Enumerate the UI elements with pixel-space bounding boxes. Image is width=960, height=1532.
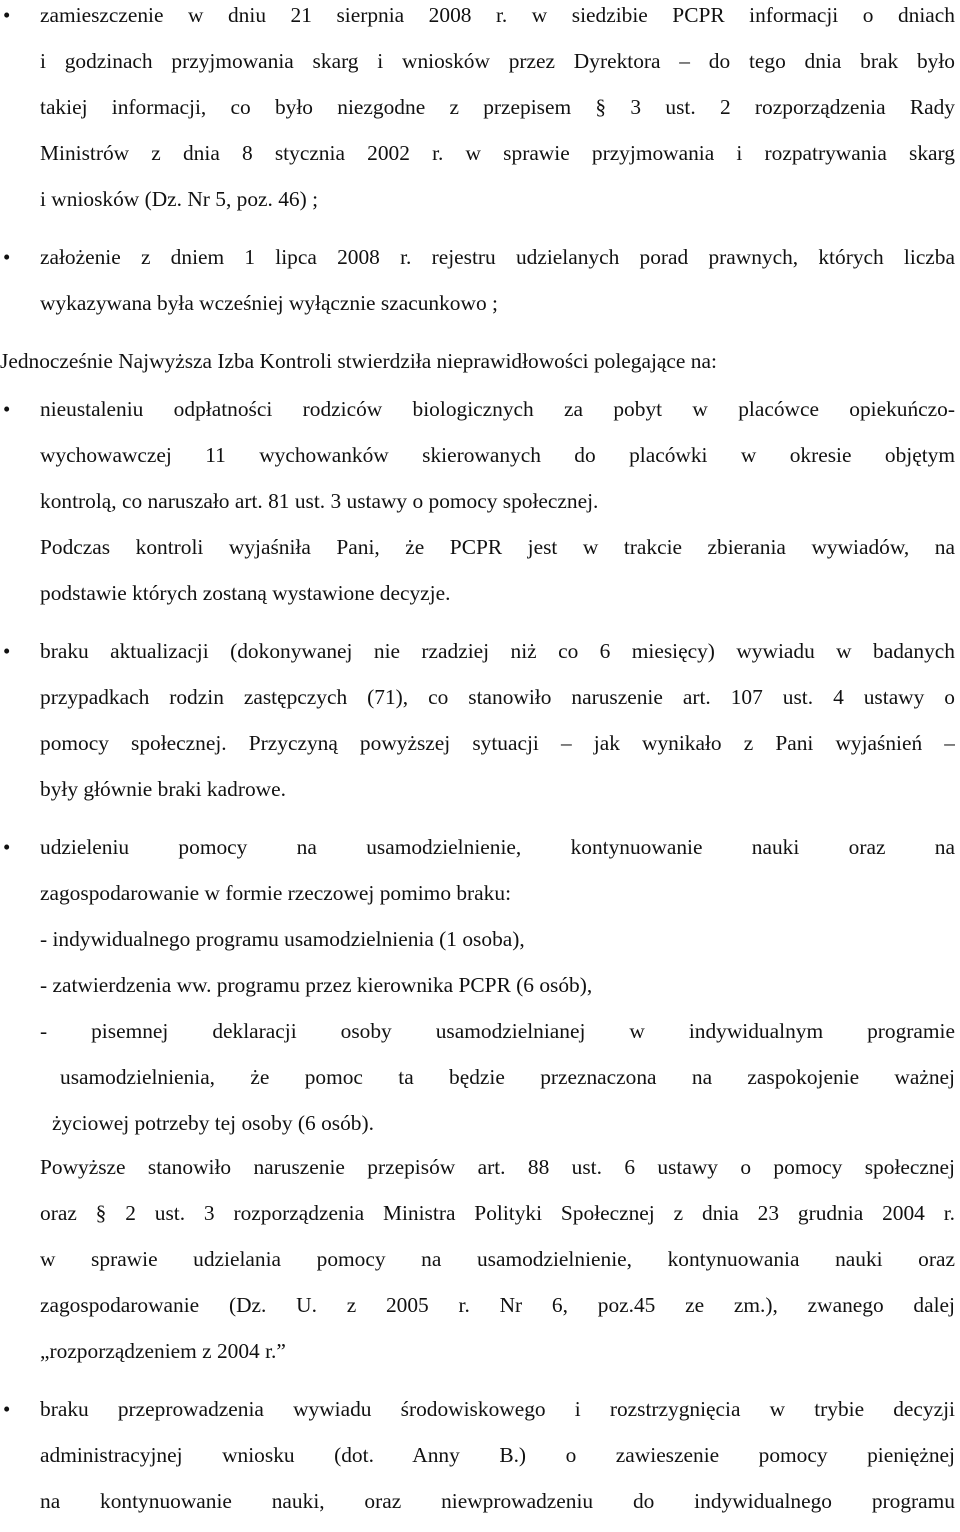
- line-text: takiej informacji, co było niezgodne z przepisem § 3 ust. 2 rozporządzenia Rady: [40, 95, 955, 119]
- line-text: zagospodarowanie (Dz. U. z 2005 r. Nr 6, poz.45 ze zm.), zwanego dalej: [40, 1293, 955, 1317]
- line-text: udzieleniu pomocy na usamodzielnienie, kontynuowanie nauki oraz na: [40, 835, 955, 859]
- line-text: Podczas kontroli wyjaśniła Pani, że PCPR jest w trakcie zbierania wywiadów, na: [40, 535, 955, 559]
- line-text: braku aktualizacji (dokonywanej nie rzadziej niż co 6 miesięcy) wywiadu w badanych: [40, 639, 955, 663]
- line-text: Powyższe stanowiło naruszenie przepisów art. 88 ust. 6 ustawy o pomocy społecznej: [40, 1155, 955, 1179]
- line-text: administracyjnej wniosku (dot. Anny B.) o zawieszenie pomocy pieniężnej: [40, 1443, 955, 1467]
- paragraph-line: [0, 288, 960, 334]
- paragraph-line: [0, 1062, 960, 1108]
- line-text: kontrolą, co naruszało art. 81 ust. 3 ustawy o pomocy społecznej.: [40, 489, 599, 513]
- paragraph-line: [0, 1108, 960, 1154]
- paragraph-line: [0, 1336, 960, 1382]
- line-text: wychowawczej 11 wychowanków skierowanych do placówki w okresie objętym: [40, 443, 955, 467]
- paragraph-line: [0, 682, 960, 728]
- paragraph-line: [0, 1016, 960, 1062]
- bullet-paragraph-line: [0, 832, 960, 878]
- bullet-paragraph-line: [0, 394, 960, 440]
- line-text: założenie z dniem 1 lipca 2008 r. rejestru udzielanych porad prawnych, których liczba: [40, 245, 955, 269]
- paragraph-line: [0, 138, 960, 184]
- paragraph-line: [0, 184, 960, 230]
- line-text: były głównie braki kadrowe.: [40, 777, 286, 801]
- paragraph-line: [0, 1198, 960, 1244]
- paragraph-line: [0, 1290, 960, 1336]
- line-text: przypadkach rodzin zastępczych (71), co stanowiło naruszenie art. 107 ust. 4 ustawy o: [40, 685, 955, 709]
- line-text: i godzinach przyjmowania skarg i wniosków przez Dyrektora – do tego dnia brak było: [40, 49, 955, 73]
- line-text: braku przeprowadzenia wywiadu środowiskowego i rozstrzygnięcia w trybie decyzji: [40, 1397, 955, 1421]
- line-text: - zatwierdzenia ww. programu przez kierownika PCPR (6 osób),: [40, 973, 593, 997]
- paragraph-line: [0, 46, 960, 92]
- paragraph-line: [0, 1152, 960, 1198]
- line-text: w sprawie udzielania pomocy na usamodzielnienie, kontynuowania nauki oraz: [40, 1247, 955, 1271]
- bullet-icon: •: [3, 245, 11, 269]
- paragraph-line: [0, 970, 960, 1016]
- line-text: - pisemnej deklaracji osoby usamodzielnianej w indywidualnym programie: [40, 1019, 955, 1043]
- bullet-paragraph-line: [0, 0, 960, 46]
- paragraph-line: [0, 578, 960, 624]
- bullet-paragraph-line: [0, 1394, 960, 1440]
- paragraph-line: [0, 440, 960, 486]
- line-text: „rozporządzeniem z 2004 r.”: [40, 1339, 286, 1363]
- bullet-paragraph-line: [0, 242, 960, 288]
- line-text: usamodzielnienia, że pomoc ta będzie przeznaczona na zaspokojenie ważnej: [60, 1065, 955, 1089]
- bullet-icon: •: [3, 397, 11, 421]
- line-text: zagospodarowanie w formie rzeczowej pomimo braku:: [40, 881, 512, 905]
- line-text: życiowej potrzeby tej osoby (6 osób).: [52, 1111, 374, 1135]
- line-text: i wniosków (Dz. Nr 5, poz. 46) ;: [40, 187, 319, 211]
- line-text: podstawie których zostaną wystawione decyzje.: [40, 581, 451, 605]
- paragraph-line: [0, 92, 960, 138]
- line-text: zamieszczenie w dniu 21 sierpnia 2008 r. w siedzibie PCPR informacji o dniach: [40, 3, 955, 27]
- bullet-icon: •: [3, 835, 11, 859]
- paragraph-line: [0, 532, 960, 578]
- paragraph-line: [0, 878, 960, 924]
- paragraph-line: [0, 924, 960, 970]
- line-text: - indywidualnego programu usamodzielnienia (1 osoba),: [40, 927, 525, 951]
- bullet-icon: •: [3, 639, 11, 663]
- bullet-icon: •: [3, 3, 11, 27]
- line-text: nieustaleniu odpłatności rodziców biologicznych za pobyt w placówce opiekuńczo-: [40, 397, 955, 421]
- paragraph-line: [0, 1244, 960, 1290]
- paragraph-line: [0, 486, 960, 532]
- paragraph-line: [0, 728, 960, 774]
- paragraph-line: [0, 1440, 960, 1486]
- line-text: Ministrów z dnia 8 stycznia 2002 r. w sprawie przyjmowania i rozpatrywania skarg: [40, 141, 955, 165]
- line-text: oraz § 2 ust. 3 rozporządzenia Ministra Polityki Społecznej z dnia 23 grudnia 2004 r.: [40, 1201, 955, 1225]
- paragraph-line: [0, 346, 960, 392]
- paragraph-line: [0, 774, 960, 820]
- paragraph-line: [0, 1486, 960, 1532]
- line-text: Jednocześnie Najwyższa Izba Kontroli stwierdziła nieprawidłowości polegające na:: [0, 349, 717, 373]
- bullet-paragraph-line: [0, 636, 960, 682]
- line-text: wykazywana była wcześniej wyłącznie szacunkowo ;: [40, 291, 498, 315]
- bullet-icon: •: [3, 1397, 11, 1421]
- line-text: na kontynuowanie nauki, oraz niewprowadzeniu do indywidualnego programu: [40, 1489, 955, 1513]
- line-text: pomocy społecznej. Przyczyną powyższej sytuacji – jak wynikało z Pani wyjaśnień –: [40, 731, 955, 755]
